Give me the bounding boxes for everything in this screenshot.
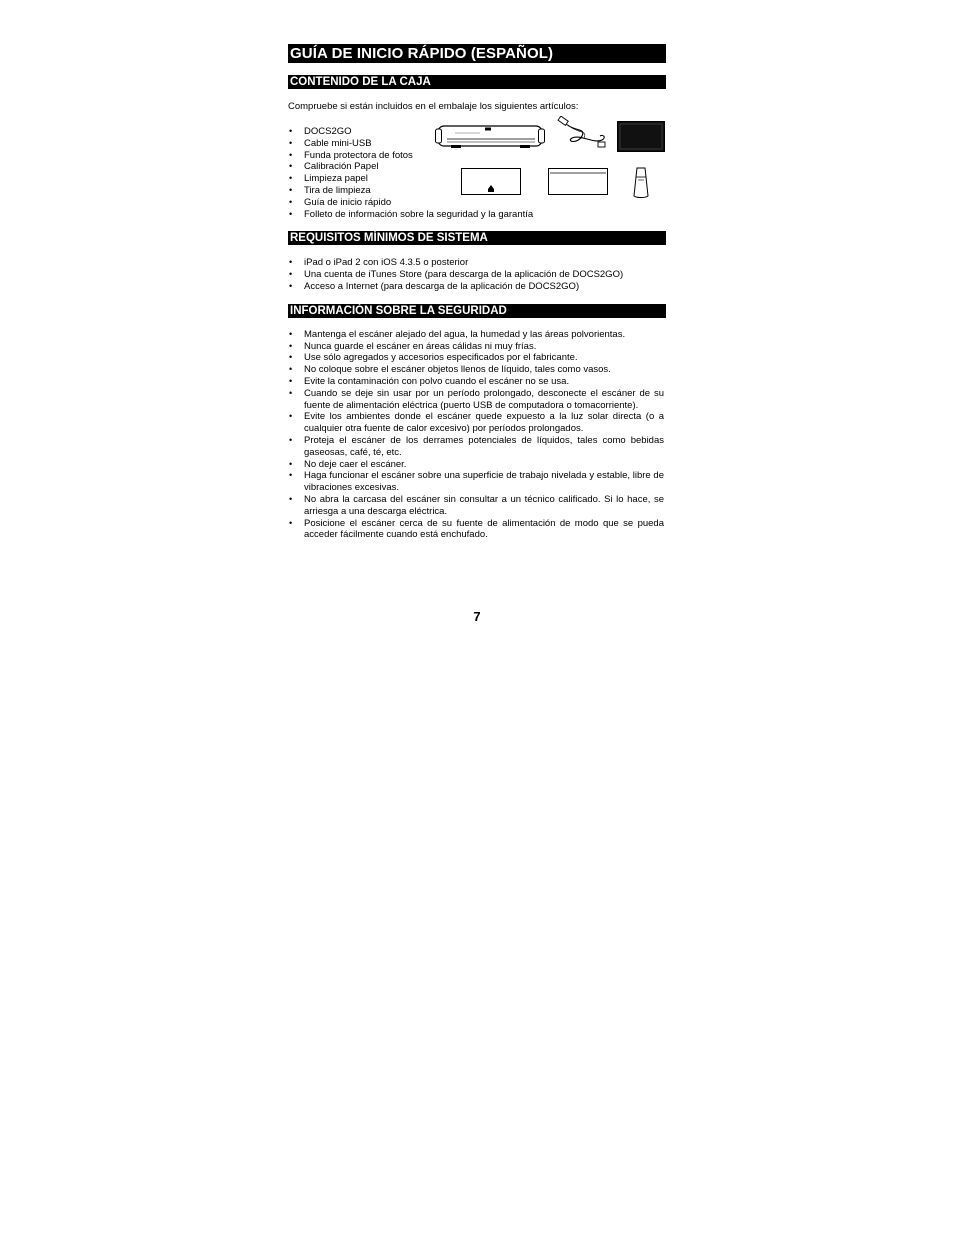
protective-sleeve-illustration — [617, 121, 665, 152]
list-item: • Funda protectora de fotos — [288, 150, 666, 162]
usb-cable-illustration — [556, 116, 608, 150]
list-item: • Limpieza papel — [288, 173, 666, 185]
page-number: 7 — [473, 609, 481, 624]
list-item: • Proteja el escáner de los derrames potenciales de líquidos, tales como bebidas gaseosas, café, té, etc. — [288, 435, 666, 459]
list-item: • Una cuenta de iTunes Store (para descarga de la aplicación de DOCS2GO) — [288, 269, 666, 281]
contents-intro: Compruebe si están incluidos en el embalaje los siguientes artículos: — [288, 101, 579, 112]
list-item: • Use sólo agregados y accesorios especificados por el fabricante. — [288, 352, 666, 364]
scanner-illustration — [435, 120, 547, 152]
list-item: • Mantenga el escáner alejado del agua, la humedad y las áreas polvorientas. — [288, 329, 666, 341]
list-item: • Folleto de información sobre la seguridad y la garantía — [288, 209, 666, 221]
page-title: GUÍA DE INICIO RÁPIDO (ESPAÑOL) — [288, 44, 666, 63]
list-item: • Cable mini-USB — [288, 138, 666, 150]
list-item: • Nunca guarde el escáner en áreas cálidas ni muy frías. — [288, 341, 666, 353]
cleaning-strip-illustration — [632, 167, 650, 199]
safety-list — [288, 329, 666, 541]
list-item: • No abra la carcasa del escáner sin consultar a un técnico calificado. Si lo hace, se arriesga a una descarga eléctrica. — [288, 494, 666, 518]
list-item: • iPad o iPad 2 con iOS 4.3.5 o posterior — [288, 257, 666, 269]
list-item: • No coloque sobre el escáner objetos llenos de líquido, tales como vasos. — [288, 364, 666, 376]
list-item: • Acceso a Internet (para descarga de la aplicación de DOCS2GO) — [288, 281, 666, 293]
list-item: • Posicione el escáner cerca de su fuente de alimentación de modo que se pueda acceder fácilmente cuando está enchufado. — [288, 518, 666, 542]
list-item: • Evite los ambientes donde el escáner quede expuesto a la luz solar directa (o a cualquier otra fuente de calor excesivo) por períodos prolongados. — [288, 411, 666, 435]
list-item: • Calibración Papel — [288, 161, 666, 173]
list-item: • No deje caer el escáner. — [288, 459, 666, 471]
list-item: • DOCS2GO — [288, 126, 666, 138]
section-heading-safety: INFORMACIÓN SOBRE LA SEGURIDAD — [288, 304, 666, 318]
list-item: • Guía de inicio rápido — [288, 197, 666, 209]
list-item: • Haga funcionar el escáner sobre una superficie de trabajo nivelada y estable, libre de vibraciones excesivas. — [288, 470, 666, 494]
calibration-paper-illustration — [461, 168, 521, 195]
section-heading-contents: CONTENIDO DE LA CAJA — [288, 75, 666, 89]
requirements-list — [288, 257, 666, 292]
list-item: • Cuando se deje sin usar por un período prolongado, desconecte el escáner de su fuente de alimentación eléctrica (puerto USB de computadora o tomacorriente). — [288, 388, 666, 412]
section-heading-requirements: REQUISITOS MÍNIMOS DE SISTEMA — [288, 231, 666, 245]
cleaning-paper-illustration — [548, 168, 608, 195]
list-item: • Tira de limpieza — [288, 185, 666, 197]
page-content — [288, 44, 666, 624]
contents-block — [288, 126, 666, 220]
list-item: • Evite la contaminación con polvo cuando el escáner no se usa. — [288, 376, 666, 388]
